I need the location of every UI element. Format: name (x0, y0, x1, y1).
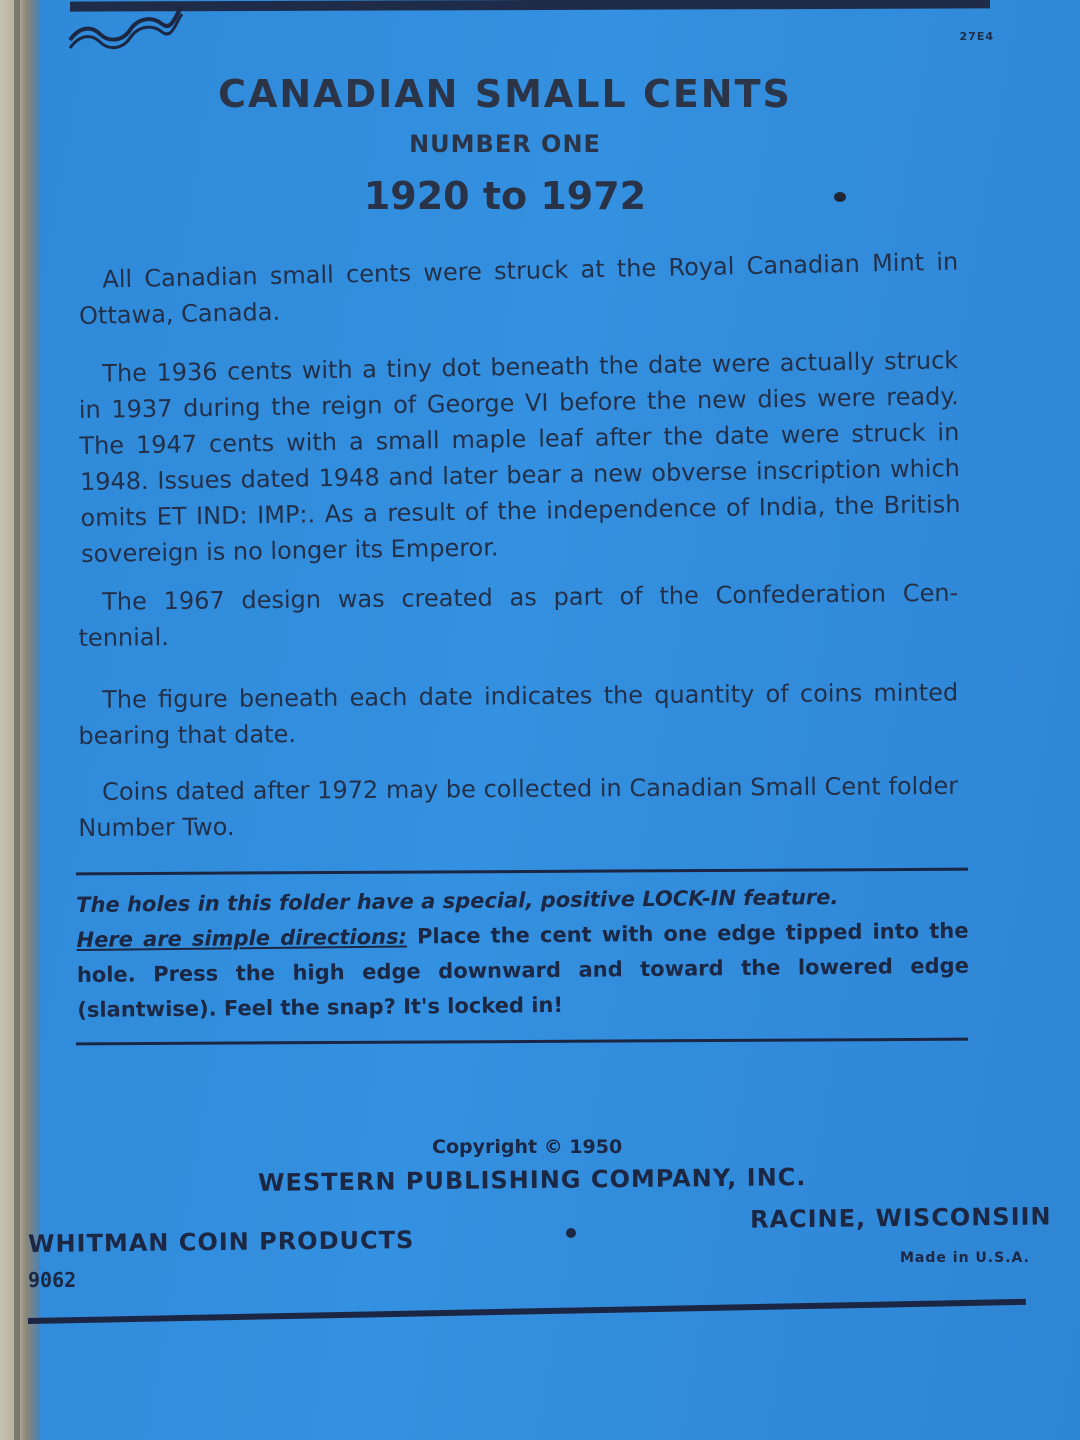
paragraph-mint: All Canadian small cents were struck at the Royal Canadian Mint in Ottawa, Canada. (78, 247, 959, 330)
paragraph-folder-two: Coins dated after 1972 may be collected in Canadian Small Cent folder Number Two. (78, 771, 959, 842)
directions-text: Place the cent with one edge tipped into the hole. Press the high edge downward and toward the lowered edge (slantwise). Feel the snap? It's locked in! (76, 918, 969, 1022)
directions-lead: Here are simple directions: (76, 924, 408, 952)
folder-subtitle: NUMBER ONE (409, 130, 601, 158)
date-range: 1920 to 1972 (363, 174, 647, 218)
bullet-dot (566, 1228, 576, 1238)
lock-in-instructions (76, 879, 969, 1028)
ink-dot (834, 192, 846, 202)
paragraph-mintage-figures: The figure beneath each date indicates the quantity of coins minted bearing that date. (78, 678, 959, 750)
made-in-label: Made in U.S.A. (900, 1250, 1030, 1266)
form-code: 27E4 (959, 30, 994, 43)
brand-name: WHITMAN COIN PRODUCTS (27, 1225, 415, 1259)
publisher-city: RACINE, WISCONSIIN (749, 1202, 1052, 1234)
copyright-notice: Copyright © 1950 (432, 1136, 623, 1158)
lock-in-headline: The holes in this folder have a special, positive LOCK-IN feature. (76, 885, 839, 917)
publisher-name: WESTERN PUBLISHING COMPANY, INC. (257, 1163, 807, 1197)
directions-block (76, 914, 969, 1028)
catalog-number: 9062 (28, 1268, 77, 1292)
folder-title: CANADIAN SMALL CENTS (218, 72, 792, 116)
wave-ornament-icon (64, 0, 184, 60)
paragraph-1967-design: The 1967 design was created as part of the Confederation Cen- tennial. (78, 578, 959, 652)
paragraph-history: The 1936 cents with a tiny dot beneath the date were actually struck in 1937 during the reign of George VI before the new dies were ready. The 1947 cents with a small maple leaf after the date were struck in 1948. Issues dated 1948 and later bear a new obverse inscription which omits ET IND: IMP:. As a result of the independence of India, the British sovereign is no longer its Emperor. (78, 346, 961, 568)
